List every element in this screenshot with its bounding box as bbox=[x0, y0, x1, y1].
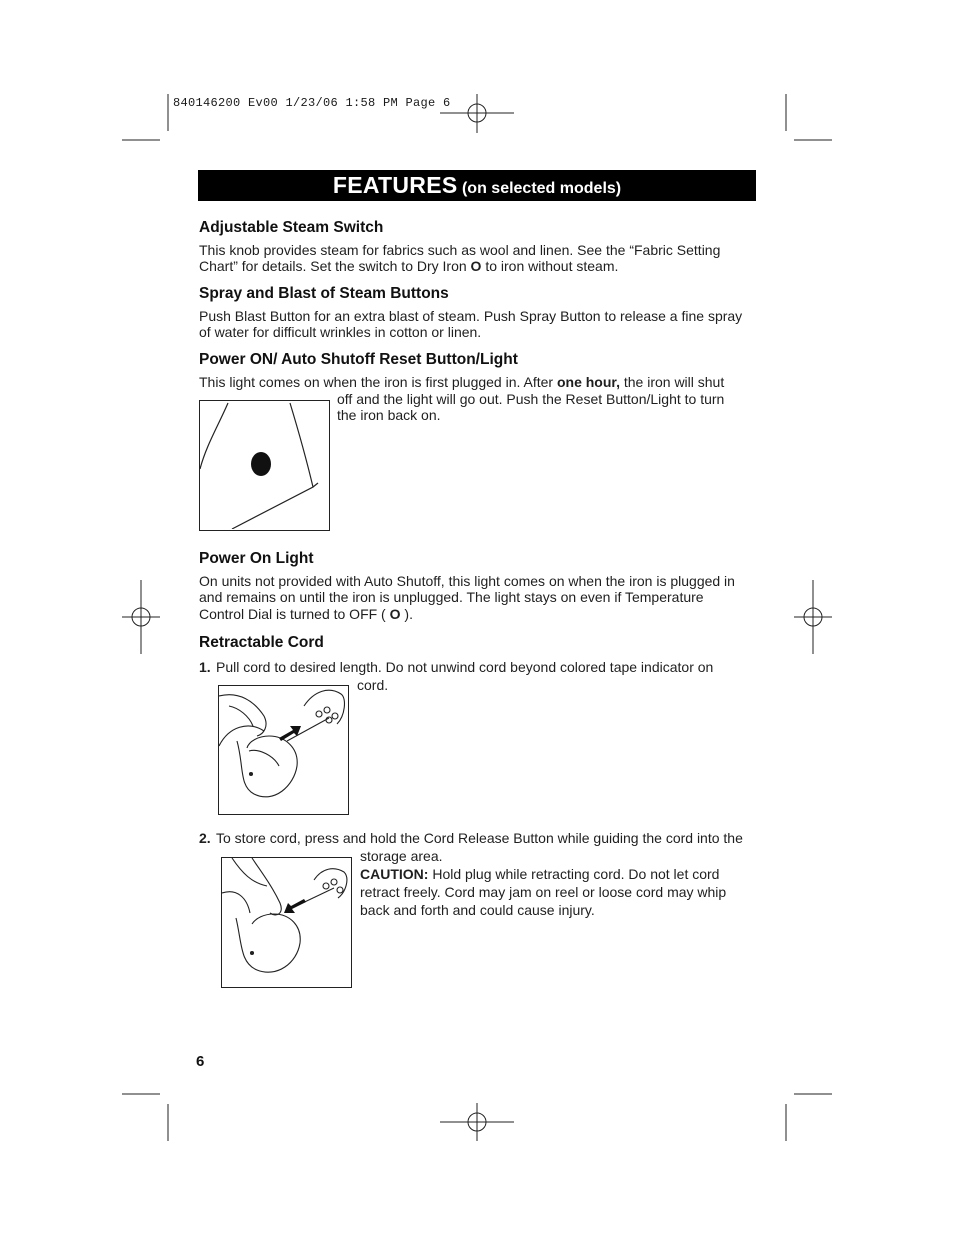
heading-steam-switch: Adjustable Steam Switch bbox=[199, 219, 384, 236]
page-number: 6 bbox=[196, 1053, 205, 1070]
reset-button-illustration bbox=[199, 400, 330, 531]
page-subtitle: (on selected models) bbox=[461, 180, 622, 197]
power-on-line3: Control Dial is turned to OFF ( O ). bbox=[199, 606, 413, 622]
spray-blast-line2: of water for difficult wrinkles in cotton or linen. bbox=[199, 324, 482, 340]
step2-number: 2. bbox=[199, 830, 211, 846]
store-cord-drawing bbox=[222, 858, 350, 986]
reset-light-icon bbox=[251, 452, 271, 476]
caution-line3: back and forth and could cause injury. bbox=[360, 902, 595, 918]
section-title-bar bbox=[198, 170, 756, 201]
steam-switch-line2: Chart” for details. Set the switch to Dry Iron O to iron without steam. bbox=[199, 258, 619, 274]
power-on-line2: and remains on until the iron is unplugged. The light stays on even if Temperature bbox=[199, 589, 704, 605]
pull-cord-illustration bbox=[218, 685, 349, 815]
heading-retractable-cord: Retractable Cord bbox=[199, 634, 324, 651]
print-slug: 840146200 Ev00 1/23/06 1:58 PM Page 6 bbox=[173, 96, 451, 110]
reset-button-drawing bbox=[200, 401, 328, 529]
heading-spray-blast: Spray and Blast of Steam Buttons bbox=[199, 285, 449, 302]
caution-line2: retract freely. Cord may jam on reel or loose cord may whip bbox=[360, 884, 727, 900]
pull-cord-drawing bbox=[219, 686, 347, 813]
steam-switch-line1: This knob provides steam for fabrics such as wool and linen. See the “Fabric Setting bbox=[199, 242, 721, 258]
store-cord-illustration bbox=[221, 857, 352, 988]
page-title: FEATURES bbox=[332, 172, 458, 198]
power-reset-line1: This light comes on when the iron is first plugged in. After one hour, the iron will shut bbox=[199, 374, 725, 390]
step2-line1: To store cord, press and hold the Cord Release Button while guiding the cord into the bbox=[216, 830, 743, 846]
heading-power-reset: Power ON/ Auto Shutoff Reset Button/Light bbox=[199, 351, 518, 368]
step2-line2: storage area. bbox=[360, 848, 443, 864]
step1-line1: Pull cord to desired length. Do not unwind cord beyond colored tape indicator on bbox=[216, 659, 714, 675]
step1-number: 1. bbox=[199, 659, 211, 675]
caution-line1: CAUTION: Hold plug while retracting cord. Do not let cord bbox=[360, 866, 720, 882]
step1-line2: cord. bbox=[357, 677, 389, 693]
power-on-line1: On units not provided with Auto Shutoff, this light comes on when the iron is plugged in bbox=[199, 573, 735, 589]
heading-power-on-light: Power On Light bbox=[199, 550, 314, 567]
power-reset-line3: the iron back on. bbox=[337, 407, 441, 423]
power-reset-line2: off and the light will go out. Push the Reset Button/Light to turn bbox=[337, 391, 725, 407]
spray-blast-line1: Push Blast Button for an extra blast of steam. Push Spray Button to release a fine spray bbox=[199, 308, 743, 324]
